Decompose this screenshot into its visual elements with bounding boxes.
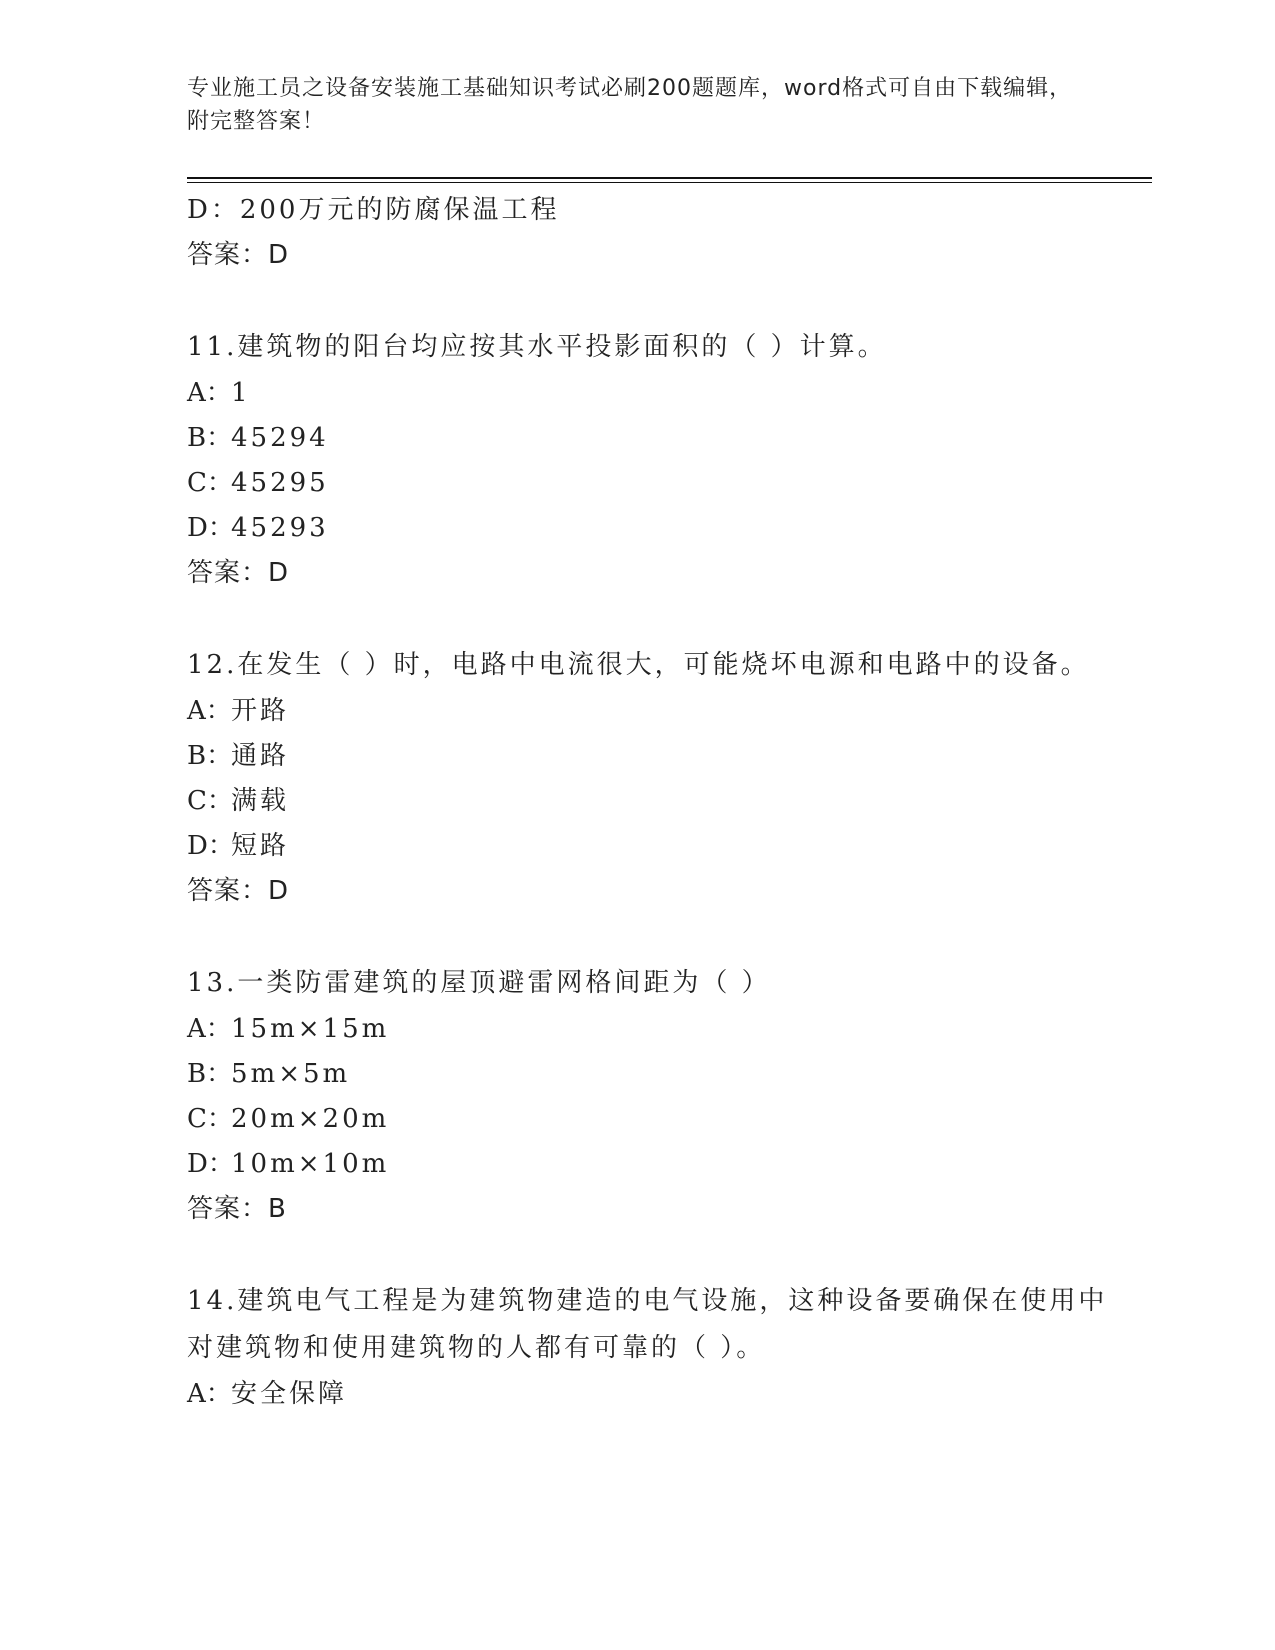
question-stem-12: 12.在发生（ ）时，电路中电流很大，可能烧坏电源和电路中的设备。 [187,650,1090,680]
option-a [187,1372,1117,1417]
question-stem-14: 14.建筑电气工程是为建筑物建造的电气设施，这种设备要确保在使用中对建筑物和使用建筑物的人都有可靠的（ ）。 [187,1286,1108,1363]
answer-line: 答案：B [187,1194,287,1224]
option-text: 满载 [231,786,290,816]
option-text: 45295 [231,468,329,498]
answer-line: 答案：D [187,558,290,588]
option-b [187,416,1117,461]
option-text: 安全保障 [231,1379,348,1409]
option-b [187,1052,1117,1097]
option-c [187,1097,1117,1142]
question-content [187,188,1117,1417]
option-c [187,779,1117,824]
option-key: B： [187,1059,233,1089]
option-key: A： [187,696,232,726]
answer-line: 答案：D [187,240,290,270]
option-text: 45294 [231,423,329,453]
option-text: 1 [231,378,251,408]
option-key: D： [187,513,234,543]
option-a [187,371,1117,416]
option-text: 开路 [231,696,290,726]
option-d [187,1142,1117,1187]
option-text: 10m×10m [231,1149,390,1179]
spacer [187,914,1117,960]
page-header [187,72,1087,138]
option-a [187,689,1117,734]
option-b [187,734,1117,779]
option-text: 20m×20m [231,1104,390,1134]
answer-line: 答案：D [187,876,290,906]
spacer [187,1232,1117,1278]
option-text: 5m×5m [231,1059,351,1089]
option-key: A： [187,1379,232,1409]
option-d [187,506,1117,551]
option-d [187,824,1117,869]
header-text: 专业施工员之设备安装施工基础知识考试必刷200题题库，word格式可自由下载编辑，附完整答案！ [187,76,1073,134]
option-key: A： [187,1014,232,1044]
spacer [187,596,1117,642]
header-divider-thick [187,177,1152,179]
option-c [187,461,1117,506]
option-text: 短路 [231,831,290,861]
option-key: C： [187,468,233,498]
option-d: D：200万元的防腐保温工程 [187,195,560,225]
option-key: A： [187,378,232,408]
option-a [187,1007,1117,1052]
option-text: 通路 [231,741,290,771]
question-stem-11: 11.建筑物的阳台均应按其水平投影面积的（ ）计算。 [187,332,887,362]
question-stem-13: 13.一类防雷建筑的屋顶避雷网格间距为（ ） [187,968,771,998]
header-divider-thin [187,182,1152,183]
spacer [187,278,1117,324]
option-text: 15m×15m [231,1014,390,1044]
option-key: C： [187,786,233,816]
option-key: D： [187,831,234,861]
option-text: 45293 [231,513,329,543]
option-key: B： [187,423,233,453]
option-key: D： [187,1149,234,1179]
option-key: B： [187,741,233,771]
option-key: C： [187,1104,233,1134]
